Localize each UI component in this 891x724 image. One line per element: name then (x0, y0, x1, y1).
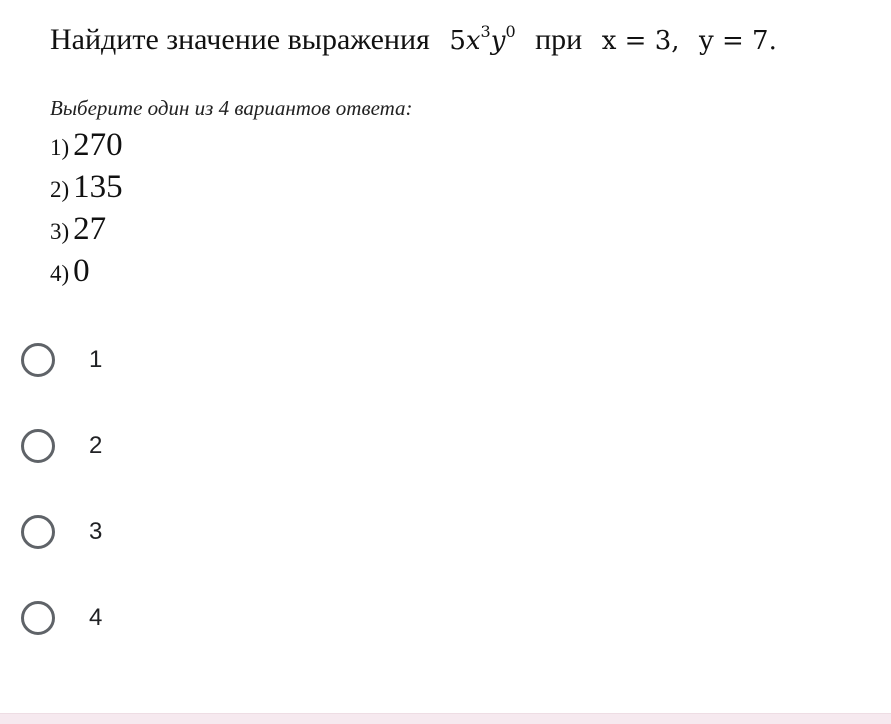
answer-number: 1) (50, 135, 70, 160)
answer-item (50, 166, 123, 208)
radio-button-2[interactable] (21, 429, 55, 463)
expression-x-power: 3 (480, 22, 491, 41)
expression-y: y (490, 26, 506, 56)
radio-button-4[interactable] (21, 601, 55, 635)
expression-y-power: 0 (505, 22, 516, 41)
option-1[interactable] (0, 320, 891, 406)
radio-button-3[interactable] (21, 515, 55, 549)
option-2[interactable] (0, 406, 891, 492)
answer-number: 3) (50, 219, 70, 244)
expression-coefficient: 5 (449, 26, 466, 56)
option-label[interactable]: 4 (89, 604, 103, 631)
expression-x: x (465, 26, 481, 56)
expression (449, 22, 516, 56)
answer-item (50, 124, 123, 166)
answer-item (50, 250, 123, 292)
option-label[interactable]: 1 (89, 346, 103, 373)
answer-list (50, 124, 123, 292)
condition-x: x = 3, (601, 26, 680, 56)
answer-value: 27 (73, 211, 107, 247)
option-3[interactable] (0, 492, 891, 578)
bottom-divider (0, 713, 891, 724)
question-prefix: Найдите значение выражения (50, 23, 430, 56)
question-title (50, 20, 777, 61)
answer-value: 135 (73, 169, 123, 205)
answer-value: 270 (73, 127, 123, 163)
option-4[interactable] (0, 578, 891, 664)
condition-y: y = 7. (699, 26, 777, 56)
radio-button-1[interactable] (21, 343, 55, 377)
answer-item (50, 208, 123, 250)
answer-number: 4) (50, 261, 70, 286)
answer-number: 2) (50, 177, 70, 202)
question-middle: при (535, 23, 583, 56)
option-label[interactable]: 3 (89, 518, 103, 545)
answer-value: 0 (73, 253, 90, 289)
option-label[interactable]: 2 (89, 432, 103, 459)
radio-group (0, 320, 891, 664)
question-image (0, 0, 891, 300)
answer-hint: Выберите один из 4 вариантов ответа: (50, 96, 413, 120)
